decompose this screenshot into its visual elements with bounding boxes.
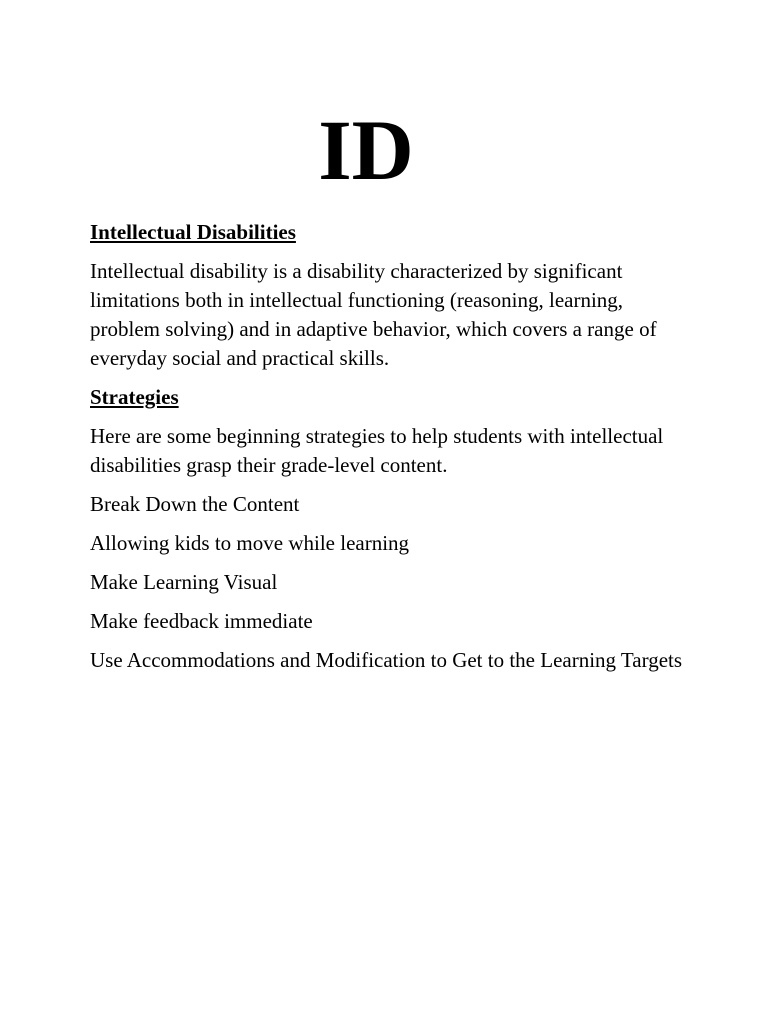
strategies-intro-paragraph: Here are some beginning strategies to help students with intellectual disabilities grasp their grade-level content. xyxy=(90,424,664,477)
strategy-item: Allowing kids to move while learning xyxy=(90,531,410,555)
section-heading-intellectual-disabilities: Intellectual Disabilities xyxy=(90,220,296,244)
document-title: ID xyxy=(318,102,414,198)
strategy-item: Break Down the Content xyxy=(90,492,300,516)
strategies-list xyxy=(90,490,690,675)
section-heading-strategies: Strategies xyxy=(90,385,179,409)
document-body xyxy=(90,218,690,685)
definition-paragraph: Intellectual disability is a disability characterized by significant limitations both in intellectual functioning (reasoning, learning, problem solving) and in adaptive behavior, which covers a range of everyday social and practical skills. xyxy=(90,259,657,370)
strategy-item: Make Learning Visual xyxy=(90,570,278,594)
strategy-item: Make feedback immediate xyxy=(90,609,313,633)
strategy-item: Use Accommodations and Modification to Get to the Learning Targets xyxy=(90,648,683,672)
